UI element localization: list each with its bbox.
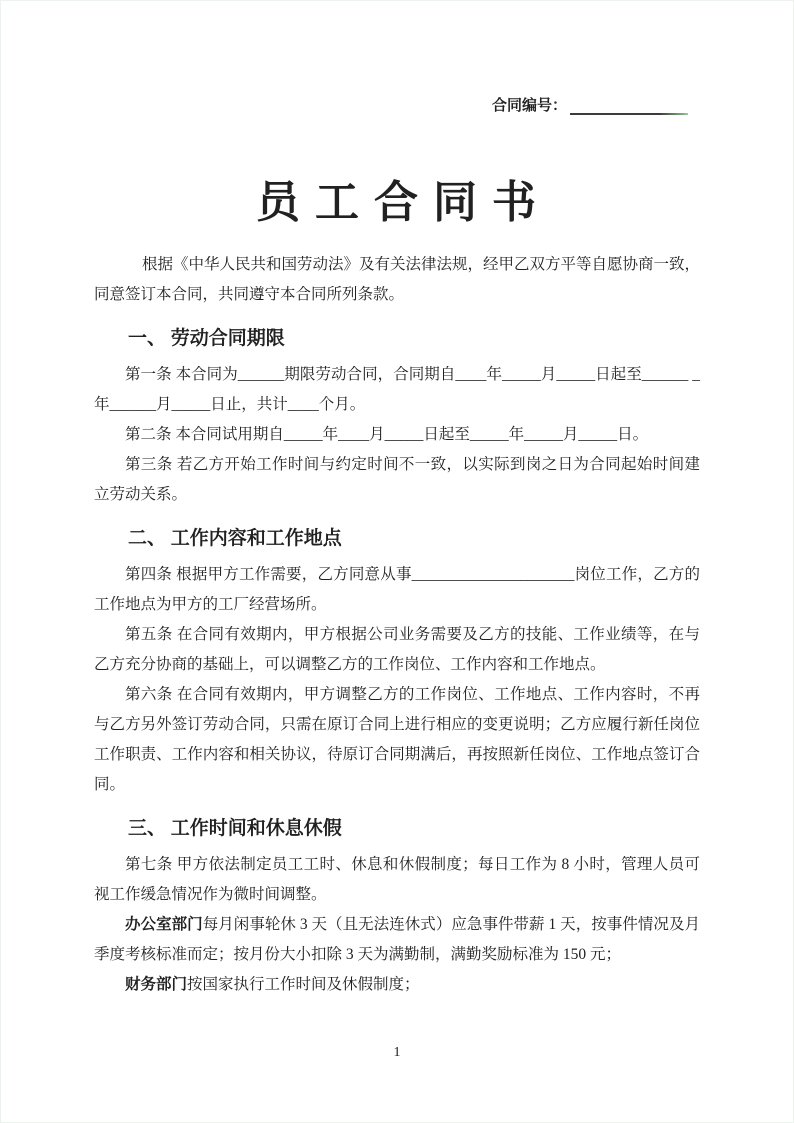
article-5-position-adjustment: 第五条 在合同有效期内，甲方根据公司业务需要及乙方的技能、工作业绩等，在与乙方充分协商的基础上，可以调整乙方的工作岗位、工作内容和工作地点。 — [94, 626, 700, 673]
article-1-contract-term: 第一条 本合同为______期限劳动合同，合同期自____年_____月_____日起至______ _年______月_____日止，共计____个月。 — [94, 366, 700, 413]
section-heading-working-hours-rest: 三、 工作时间和休息休假 — [128, 818, 342, 839]
article-6-contract-amendment: 第六条 在合同有效期内，甲方调整乙方的工作岗位、工作地点、工作内容时，不再与乙方另外签订劳动合同，只需在原订合同上进行相应的变更说明；乙方应履行新任岗位工作职责、工作内容和相关协议，待原订合同期满后，再按照新任岗位、工作地点签订合同。 — [94, 686, 700, 793]
intro-paragraph: 根据《中华人民共和国劳动法》及有关法律法规，经甲乙双方平等自愿协商一致，同意签订本合同，共同遵守本合同所列条款。 — [94, 256, 701, 303]
article-4-job-position: 第四条 根据甲方工作需要，乙方同意从事_____________________岗位工作，乙方的工作地点为甲方的工厂经营场所。 — [94, 566, 700, 613]
article-7-working-hours: 第七条 甲方依法制定员工工时、休息和休假制度；每日工作为 8 小时，管理人员可视工作缓急情况作为微时间调整。 — [94, 856, 700, 903]
contract-number-label: 合同编号： — [491, 98, 567, 114]
article-2-probation-period: 第二条 本合同试用期自_____年____月_____日起至_____年_____月_____日。 — [125, 426, 649, 443]
section-heading-contract-term: 一、 劳动合同期限 — [128, 328, 285, 349]
contract-number-row — [94, 96, 688, 116]
dept-office-text: 每月闲事轮休 3 天（且无法连休式）应急事件带薪 1 天，按事件情况及月季度考核标准而定；按月份大小扣除 3 天为满勤制，满勤奖励标准为 150 元； — [94, 916, 700, 963]
dept-office-paragraph — [94, 910, 700, 970]
article-3-start-date: 第三条 若乙方开始工作时间与约定时间不一致，以实际到岗之日为合同起始时间建立劳动关系。 — [94, 456, 700, 503]
dept-office-label: 办公室部门 — [125, 916, 203, 933]
section-heading-work-content-location: 二、 工作内容和工作地点 — [128, 528, 342, 549]
contract-number-blank-line[interactable] — [570, 101, 688, 116]
page-number: 1 — [393, 1045, 401, 1060]
dept-finance-text: 按国家执行工作时间及休假制度； — [187, 976, 420, 993]
document-title: 员 工 合 同 书 — [256, 178, 538, 227]
dept-finance-label: 财务部门 — [125, 976, 188, 993]
dept-finance-paragraph — [94, 970, 700, 1000]
